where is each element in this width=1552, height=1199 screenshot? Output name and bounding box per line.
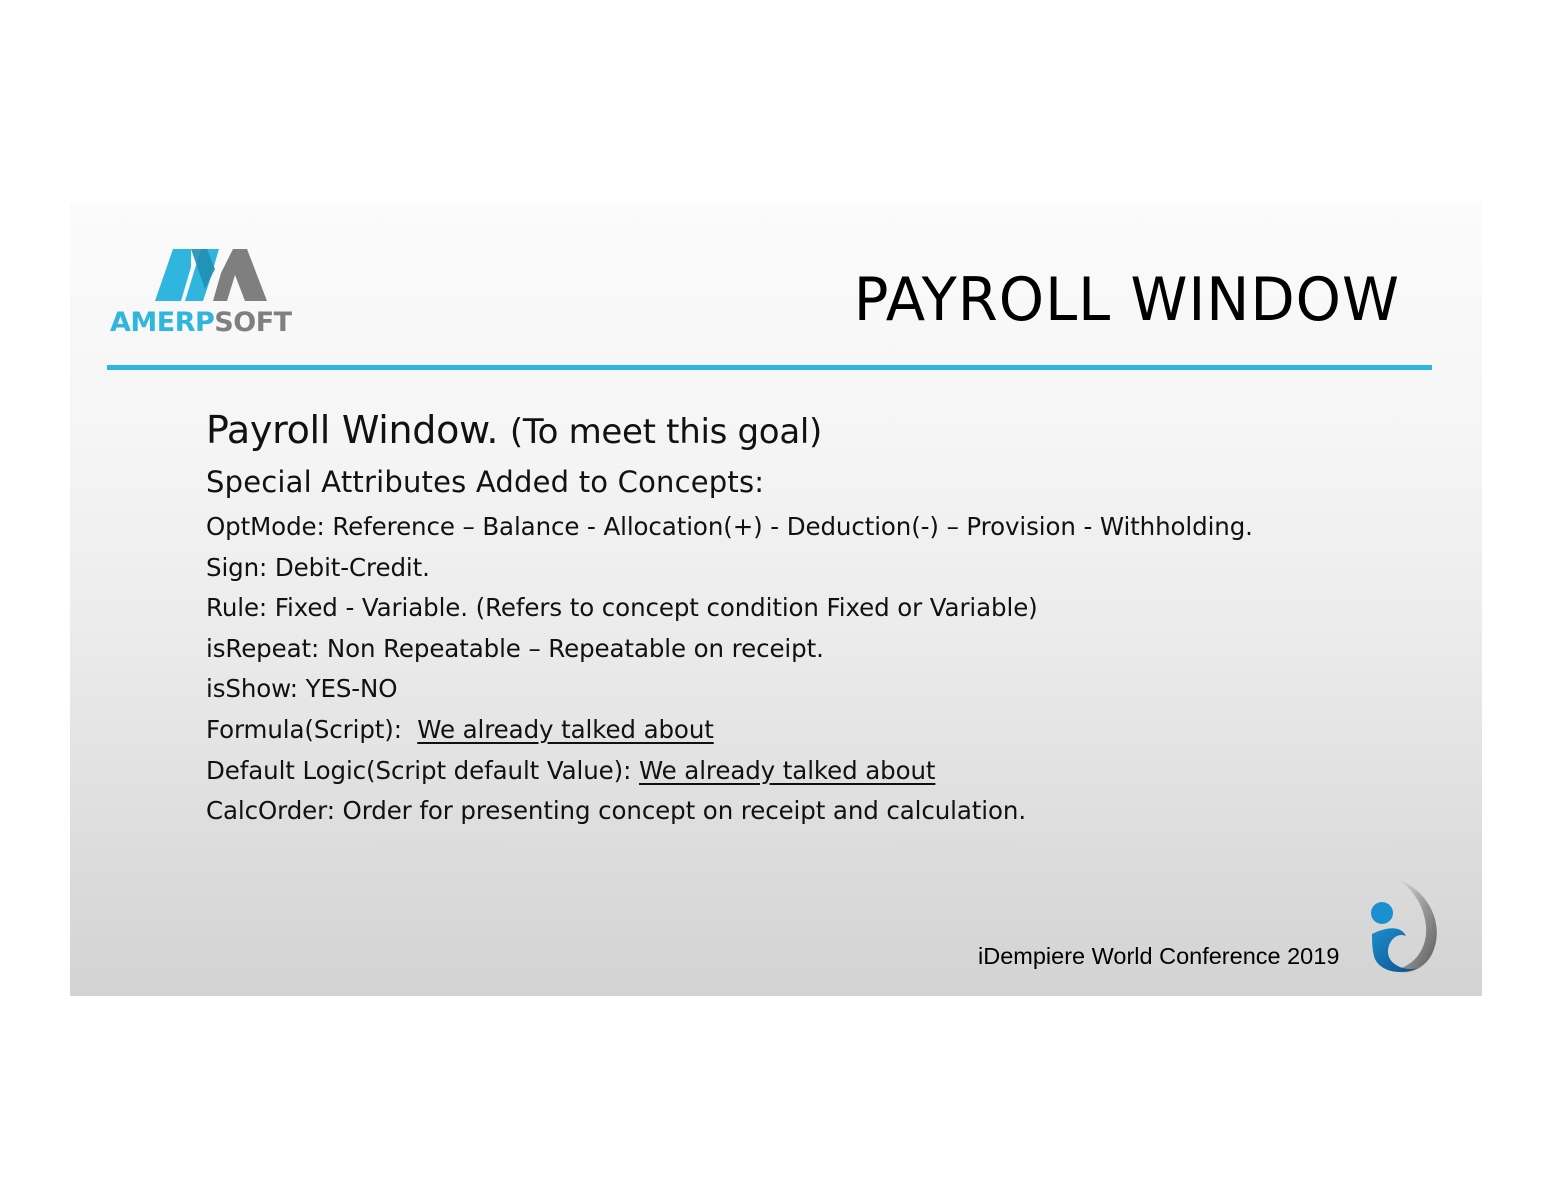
- default-logic-label: Default Logic(Script default Value):: [206, 755, 639, 785]
- formula-label: Formula(Script):: [206, 714, 418, 744]
- attribute-isrepeat: isRepeat: Non Repeatable – Repeatable on receipt.: [206, 633, 824, 663]
- formula-link[interactable]: We already talked about: [417, 714, 714, 744]
- attribute-default-logic: [206, 751, 1253, 792]
- slide-content: [206, 405, 1253, 832]
- logo-text-amerp: AMERP: [110, 307, 215, 338]
- attribute-sign: Sign: Debit-Credit.: [206, 552, 430, 582]
- heading-text: Payroll Window.: [206, 408, 499, 452]
- attribute-calcorder: CalcOrder: Order for presenting concept on receipt and calculation.: [206, 796, 1027, 826]
- heading-goal: (To meet this goal): [509, 412, 822, 452]
- footer-conference-text: iDempiere World Conference 2019: [978, 943, 1340, 969]
- attribute-optmode: OptMode: Reference – Balance - Allocation(+) - Deduction(-) – Provision - Withholding.: [206, 512, 1253, 541]
- slide-title: PAYROLL WINDOW: [853, 265, 1400, 335]
- attribute-isshow: isShow: YES-NO: [206, 674, 398, 704]
- slide: [70, 203, 1482, 996]
- title-divider: [107, 365, 1432, 370]
- content-subheading: Special Attributes Added to Concepts:: [206, 465, 765, 499]
- idempiere-logo-icon: [1366, 876, 1446, 976]
- attribute-rule: Rule: Fixed - Variable. (Refers to concept condition Fixed or Variable): [206, 593, 1038, 623]
- logo-text-soft: SOFT: [214, 307, 292, 338]
- attribute-formula: [206, 710, 1253, 751]
- default-logic-link[interactable]: We already talked about: [638, 755, 936, 785]
- amerpsoft-m-logo-icon: [155, 249, 267, 301]
- amerpsoft-logo: [110, 249, 312, 345]
- content-heading: [206, 405, 1253, 457]
- logo-wordmark: [110, 307, 292, 338]
